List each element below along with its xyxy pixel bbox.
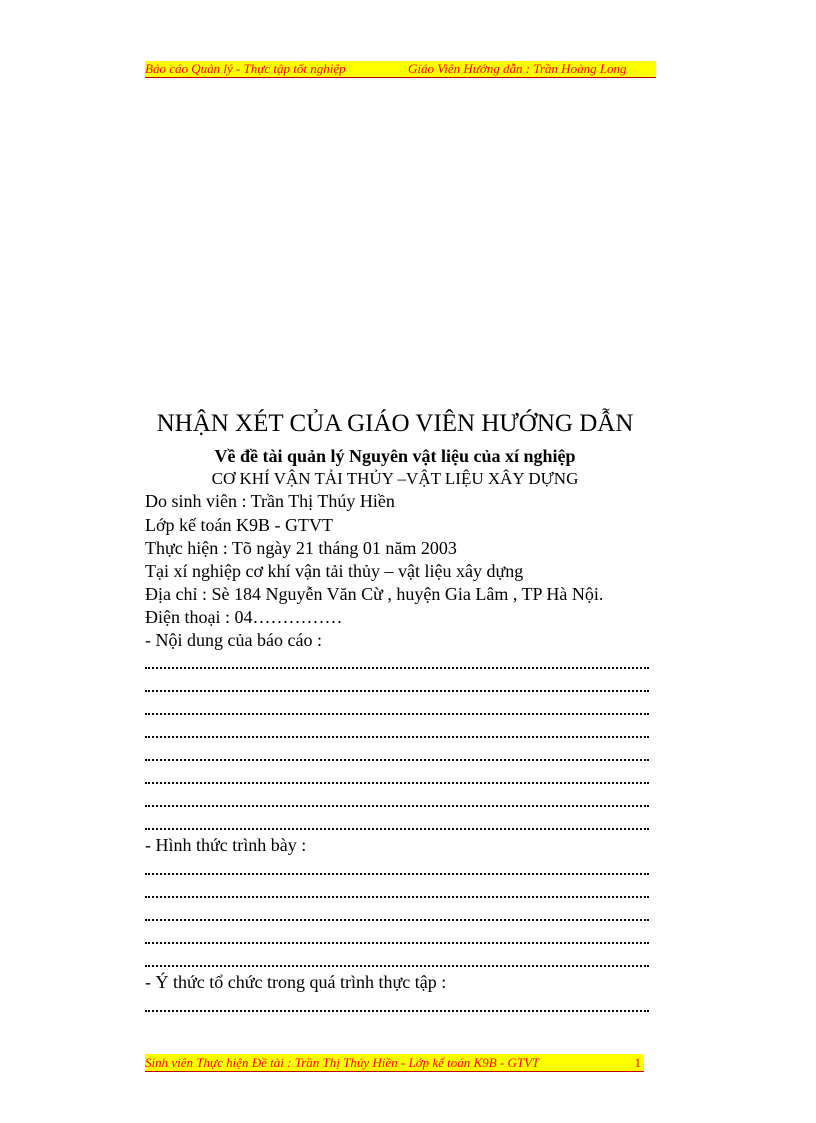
document-title: NHẬN XÉT CỦA GIÁO VIÊN HƯỚNG DẪN: [156, 410, 634, 437]
dotted-answer-line: [145, 884, 649, 898]
dotted-answer-line: [145, 724, 649, 738]
dotted-answer-line: [145, 793, 649, 807]
page-number: 1: [634, 1055, 641, 1070]
dotted-answer-line: [145, 861, 649, 875]
period-line: Thực hiện : Tõ ngày 21 tháng 01 năm 2003: [145, 538, 457, 558]
dotted-answer-line: [145, 953, 649, 967]
document-subtitle-company: CƠ KHÍ VẬN TẢI THỦY –VẬT LIỆU XÂY DỰNG: [211, 469, 579, 488]
dotted-answer-line: [145, 907, 649, 921]
student-name-line: Do sinh viên : Trần Thị Thúy Hiền: [145, 491, 395, 511]
footer-author: Sinh viên Thực hiện Đề tài : Trần Thị Thúy Hiền - Lớp kế toán K9B - GTVT: [145, 1055, 540, 1070]
class-line: Lớp kế toán K9B - GTVT: [145, 515, 333, 535]
section-label-content: - Nội dung của báo cáo :: [145, 630, 322, 650]
dotted-answer-line: [145, 998, 649, 1012]
dotted-answer-line: [145, 770, 649, 784]
page-header: [145, 61, 656, 78]
dotted-answer-line: [145, 930, 649, 944]
section-label-presentation: - Hình thức trình bày :: [145, 835, 307, 855]
dotted-answer-line: [145, 816, 649, 830]
dotted-answer-line: [145, 701, 649, 715]
phone-line: Điện thoại : 04……………: [145, 607, 343, 627]
section-label-attitude: - Ý thức tổ chức trong quá trình thực tập :: [145, 972, 447, 992]
address-line: Địa chỉ : Sè 184 Nguyễn Văn Cừ , huyện Gia Lâm , TP Hà Nội.: [145, 584, 604, 604]
header-report-title: Báo cáo Quản lý - Thực tập tốt nghiệp: [145, 61, 346, 76]
company-line: Tại xí nghiệp cơ khí vận tải thủy – vật liệu xây dựng: [145, 561, 524, 581]
header-supervisor: Giáo Viên Hướng dẫn : Trần Hoàng Long: [408, 61, 627, 76]
document-subtitle: Về đề tài quản lý Nguyên vật liệu của xí nghiệp: [214, 446, 576, 466]
dotted-answer-line: [145, 747, 649, 761]
page-footer: [145, 1054, 644, 1072]
dotted-answer-line: [145, 678, 649, 692]
dotted-answer-line: [145, 655, 649, 669]
